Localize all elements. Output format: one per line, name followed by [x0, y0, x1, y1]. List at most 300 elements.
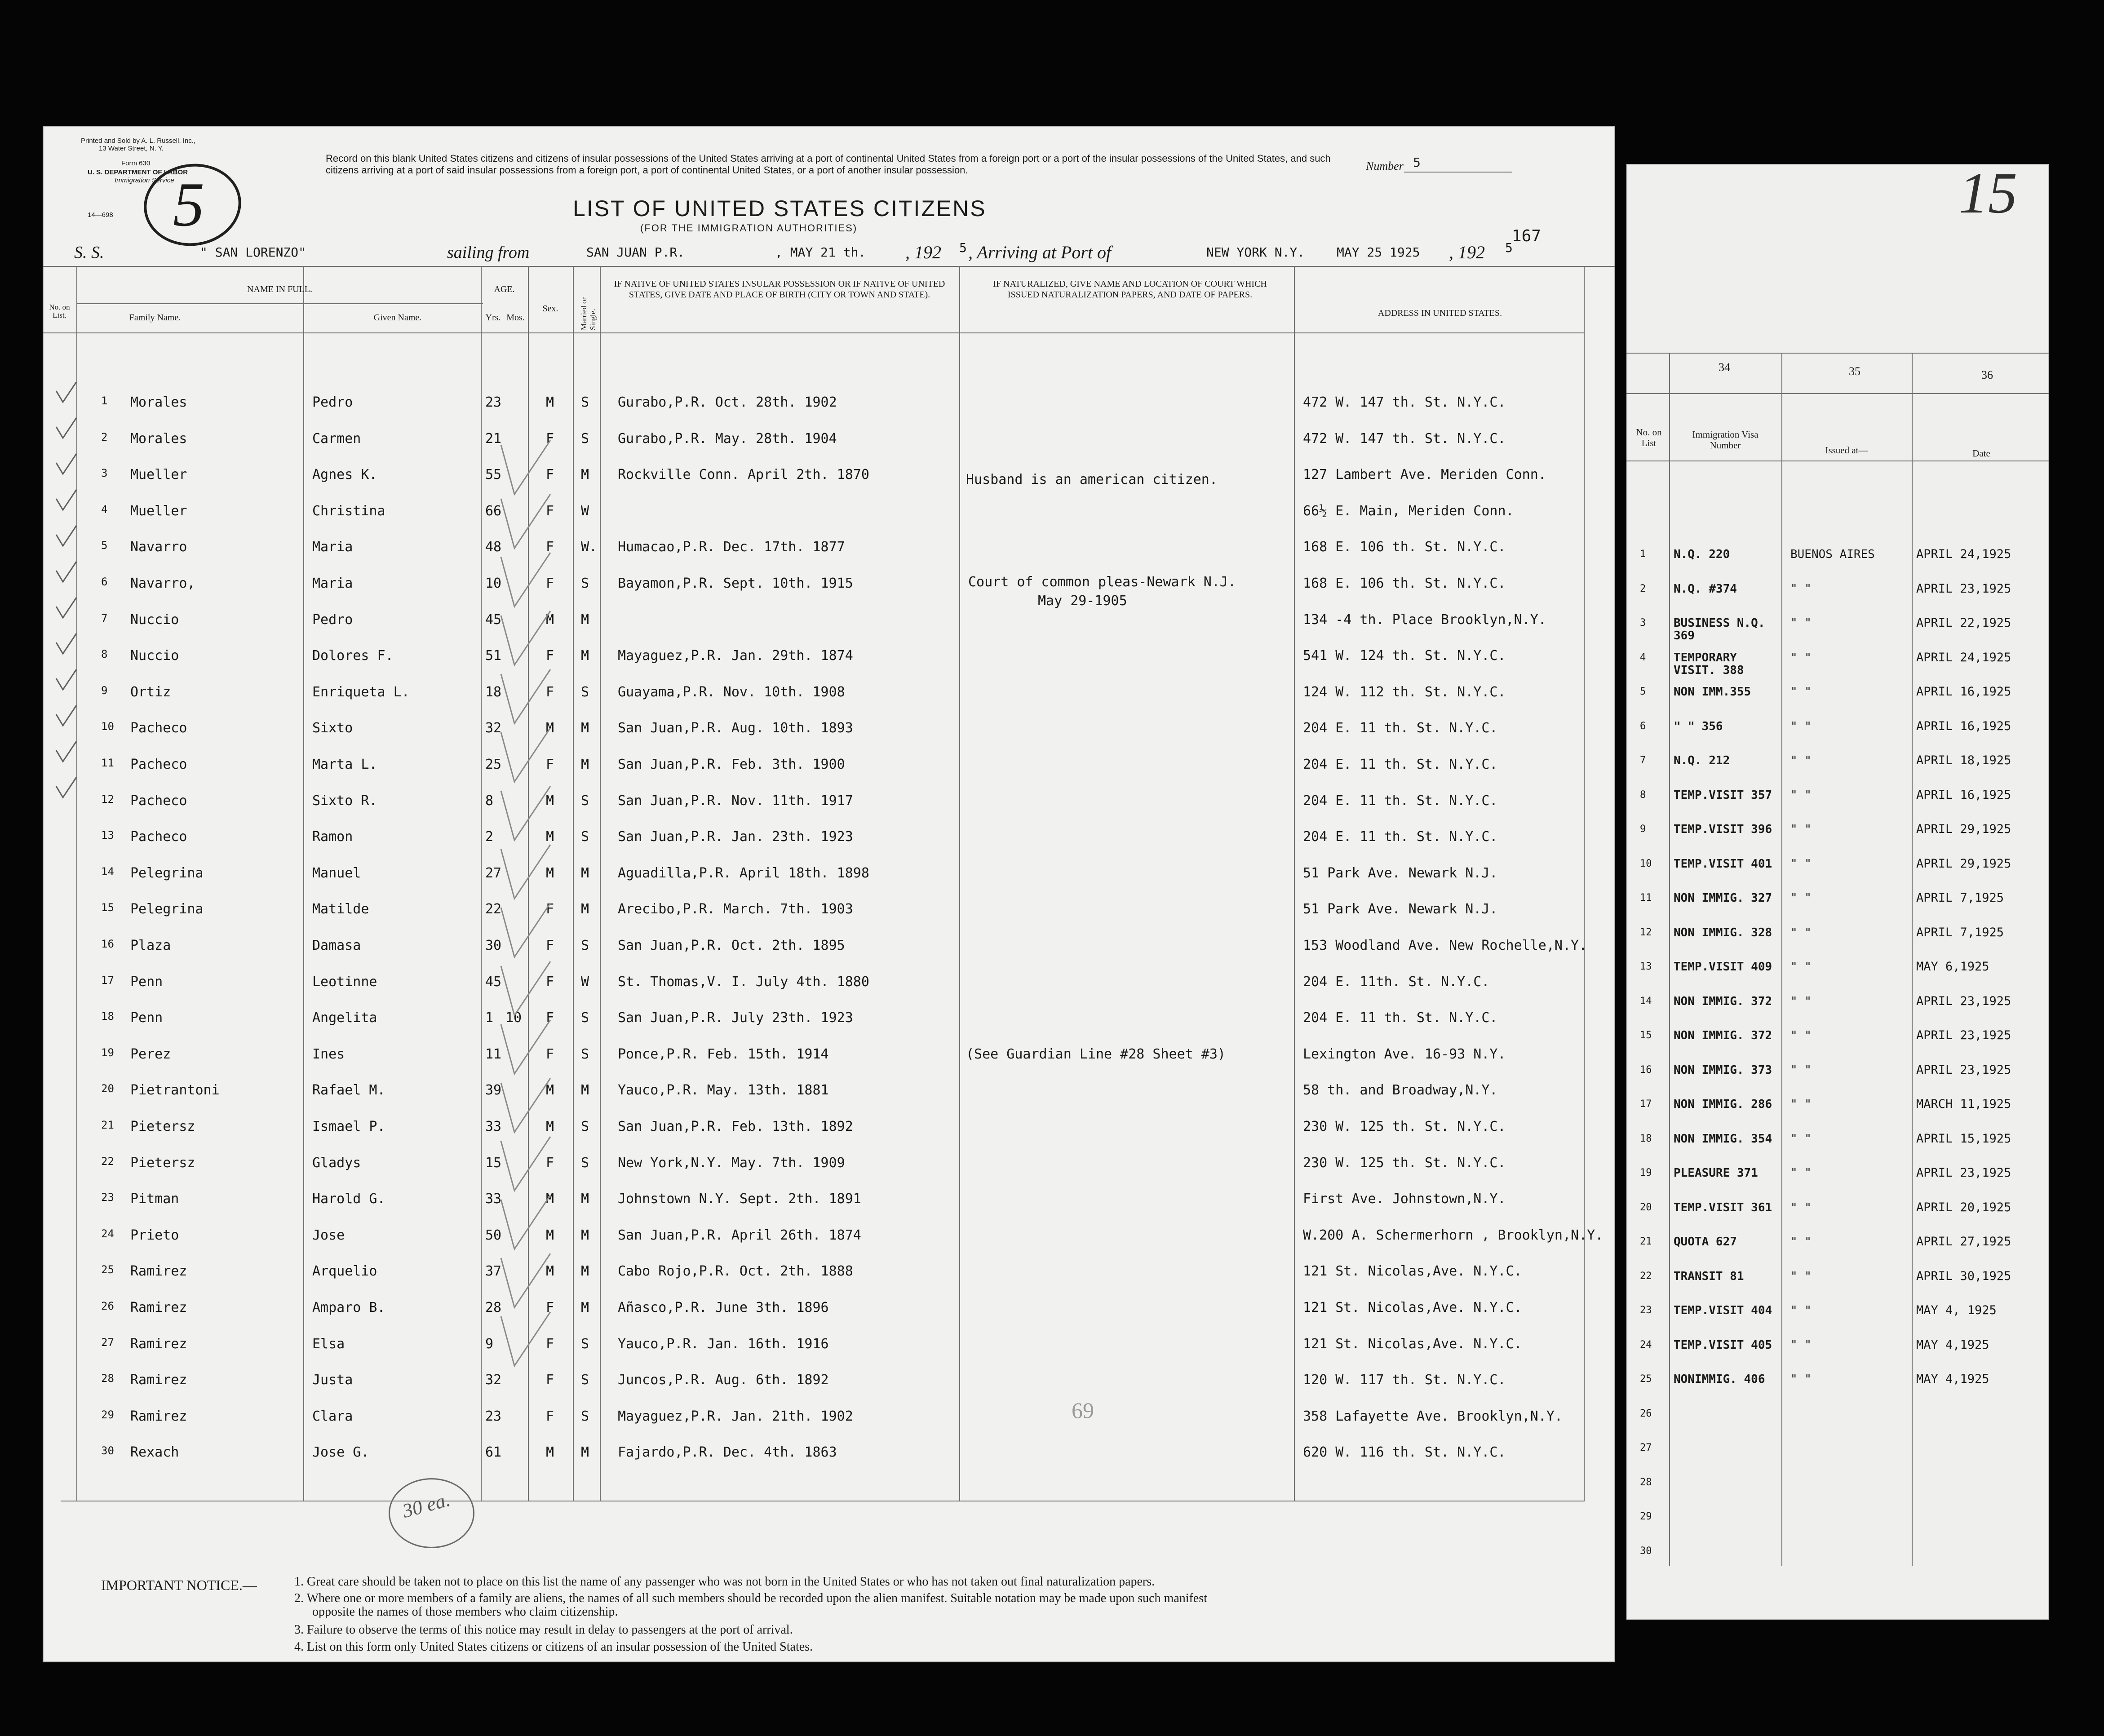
age-years: 18 — [485, 684, 502, 700]
sex: F — [546, 503, 554, 519]
age-years: 22 — [485, 901, 502, 917]
birth-place-date: Bayamon,P.R. Sept. 10th. 1915 — [618, 576, 853, 591]
naturalization-note-court: Court of common pleas-Newark N.J. — [968, 574, 1236, 590]
sex: M — [546, 1119, 554, 1134]
family-name: Pacheco — [130, 720, 187, 736]
visa-number: TEMP.VISIT 404 — [1674, 1304, 1772, 1317]
col-line-nat — [959, 266, 960, 1501]
marital-status: S — [581, 1372, 589, 1388]
sex: F — [546, 1155, 554, 1171]
birth-place-date: Guayama,P.R. Nov. 10th. 1908 — [618, 684, 845, 700]
given-name: Dolores F. — [312, 648, 394, 664]
page-number: 167 — [1512, 227, 1541, 245]
age-years: 33 — [485, 1191, 502, 1207]
sex: F — [546, 539, 554, 555]
row-number: 9 — [101, 684, 108, 697]
sex: F — [546, 648, 554, 664]
sex: F — [546, 757, 554, 772]
col-line-end — [1584, 266, 1585, 1501]
visa-number: TEMP.VISIT 361 — [1674, 1201, 1772, 1214]
marital-status: M — [581, 865, 589, 881]
visa-row-number: 19 — [1640, 1167, 1652, 1178]
visa-issued-at: " " — [1790, 788, 1812, 802]
given-name: Jose G. — [312, 1444, 369, 1461]
voyage-underline — [43, 266, 1615, 267]
sex: M — [546, 1082, 554, 1098]
age-years: 8 — [485, 793, 494, 809]
visa-issued-at: BUENOS AIRES — [1790, 548, 1875, 561]
birth-place-date: Gurabo,P.R. May. 28th. 1904 — [618, 430, 837, 447]
family-name: Penn — [130, 1010, 163, 1026]
marital-status: S — [581, 829, 589, 845]
sex: F — [546, 684, 554, 700]
side-header-visa: Immigration Visa Number — [1692, 429, 1759, 451]
row-number: 15 — [101, 901, 114, 914]
row-number: 20 — [101, 1082, 114, 1095]
row-number: 26 — [101, 1300, 114, 1312]
naturalization-note-husband: Husband is an american citizen. — [966, 472, 1218, 487]
row-number: 23 — [101, 1191, 114, 1204]
visa-row-number: 8 — [1640, 789, 1646, 801]
row-number: 19 — [101, 1046, 114, 1059]
visa-number: TEMPORARY VISIT. 388 — [1674, 651, 1744, 677]
visa-number: NON IMMIG. 328 — [1674, 926, 1772, 939]
visa-issued-at: " " — [1790, 1029, 1812, 1042]
header-age: AGE. — [494, 284, 515, 294]
visa-row-number: 1 — [1640, 549, 1646, 560]
family-name: Pelegrina — [130, 865, 204, 881]
side-header-issued: Issued at— — [1825, 445, 1868, 456]
form-number: Form 630 — [121, 159, 151, 167]
age-years: 33 — [485, 1119, 502, 1134]
row-number: 11 — [101, 757, 114, 769]
us-address: W.200 A. Schermerhorn , Brooklyn,N.Y. — [1303, 1227, 1603, 1243]
given-name: Jose — [312, 1227, 345, 1243]
printer-line-2: 13 Water Street, N. Y. — [99, 145, 164, 152]
visa-issued-at: " " — [1790, 1270, 1812, 1283]
given-name: Ines — [312, 1046, 345, 1062]
family-name: Rexach — [130, 1444, 179, 1461]
us-address: Lexington Ave. 16-93 N.Y. — [1303, 1046, 1506, 1062]
marital-status: S — [581, 1408, 589, 1424]
visa-date: APRIL 16,1925 — [1916, 720, 2011, 733]
given-name: Sixto R. — [312, 793, 377, 809]
birth-place-date: Gurabo,P.R. Oct. 28th. 1902 — [618, 394, 837, 410]
visa-date: APRIL 29,1925 — [1916, 857, 2011, 870]
given-name: Carmen — [312, 430, 361, 447]
family-name: Ramirez — [130, 1372, 187, 1388]
family-name: Pietrantoni — [130, 1082, 220, 1098]
row-number: 22 — [101, 1155, 114, 1168]
visa-row-number: 27 — [1640, 1442, 1652, 1453]
visa-date: MAY 4, 1925 — [1916, 1304, 1997, 1317]
sailing-from-label: sailing from — [447, 243, 530, 262]
visa-issued-at: " " — [1790, 961, 1812, 973]
us-address: 134 -4 th. Place Brooklyn,N.Y. — [1303, 611, 1546, 628]
age-years: 25 — [485, 757, 502, 772]
visa-row-number: 12 — [1640, 926, 1652, 938]
header-years: Yrs. — [485, 313, 501, 323]
age-years: 28 — [485, 1300, 502, 1315]
ss-label: S. S. — [74, 243, 104, 262]
visa-date: APRIL 15,1925 — [1916, 1132, 2011, 1145]
visa-row-number: 9 — [1640, 824, 1646, 835]
number-underline — [1404, 172, 1512, 173]
row-number: 25 — [101, 1263, 114, 1276]
side-colnum-rule — [1626, 393, 2049, 394]
age-years: 50 — [485, 1227, 502, 1243]
birth-place-date: Cabo Rojo,P.R. Oct. 2th. 1888 — [618, 1263, 853, 1280]
given-name: Gladys — [312, 1155, 361, 1171]
visa-issued-at: " " — [1790, 1098, 1812, 1111]
birth-place-date: Fajardo,P.R. Dec. 4th. 1863 — [618, 1444, 837, 1461]
notice-item-4: 4. List on this form only United States citizens or citizens of an insular possession of the United States. — [294, 1640, 813, 1654]
visa-date: MAY 4,1925 — [1916, 1338, 1989, 1351]
us-address: 124 W. 112 th. St. N.Y.C. — [1303, 684, 1506, 700]
given-name: Elsa — [312, 1336, 345, 1352]
age-years: 1 — [485, 1010, 494, 1026]
age-years: 15 — [485, 1155, 502, 1171]
arrival-date: MAY 25 1925 — [1337, 245, 1420, 260]
sex: M — [546, 829, 554, 845]
given-name: Enriqueta L. — [312, 684, 410, 700]
visa-number: N.Q. #374 — [1674, 582, 1737, 595]
visa-number: TEMP.VISIT 409 — [1674, 961, 1772, 973]
arrival-port: NEW YORK N.Y. — [1206, 245, 1305, 260]
service-label: Immigration Service — [115, 177, 174, 184]
visa-issued-at: " " — [1790, 1201, 1812, 1214]
row-number: 28 — [101, 1372, 114, 1385]
family-name: Mueller — [130, 503, 187, 519]
family-name: Nuccio — [130, 611, 179, 628]
visa-issued-at: " " — [1790, 617, 1812, 629]
us-address: 358 Lafayette Ave. Brooklyn,N.Y. — [1303, 1408, 1563, 1424]
visa-issued-at: " " — [1790, 995, 1812, 1008]
notice-item-2: 2. Where one or more members of a family are aliens, the names of all such members should be recorded upon the alien manifest. Suitable notation may be made upon such manifest — [294, 1591, 1207, 1605]
family-name: Pitman — [130, 1191, 179, 1207]
side-col-line-2 — [1781, 353, 1782, 1566]
visa-number: NON IMM.355 — [1674, 686, 1751, 698]
visa-number: BUSINESS N.Q. 369 — [1674, 617, 1765, 642]
marital-status: M — [581, 1263, 589, 1280]
us-address: 153 Woodland Ave. New Rochelle,N.Y. — [1303, 938, 1587, 953]
family-name: Pacheco — [130, 829, 187, 845]
age-years: 10 — [485, 576, 502, 591]
visa-row-number: 6 — [1640, 720, 1646, 732]
birth-place-date: Mayaguez,P.R. Jan. 29th. 1874 — [618, 648, 853, 664]
marital-status: M — [581, 1191, 589, 1207]
marital-status: S — [581, 1119, 589, 1134]
given-name: Ramon — [312, 829, 353, 845]
birth-place-date: Yauco,P.R. May. 13th. 1881 — [618, 1082, 829, 1098]
marital-status: S — [581, 1336, 589, 1352]
row-number: 24 — [101, 1227, 114, 1240]
given-name: Sixto — [312, 720, 353, 736]
age-years: 32 — [485, 1372, 502, 1388]
visa-number: N.Q. 220 — [1674, 548, 1730, 561]
visa-issued-at: " " — [1790, 1236, 1812, 1248]
visa-issued-at: " " — [1790, 1373, 1812, 1386]
row-number: 21 — [101, 1119, 114, 1131]
instructions: Record on this blank United States citizens and citizens of insular possessions of the United States arriving at a port of continental United States from a foreign port or a port of the insular possessions of the United States, and such citizens arriving at a port of said insular possessions from a foreign port, a port of continental United States, or a port of another insular possession. — [326, 153, 1331, 176]
sex: M — [546, 1191, 554, 1207]
visa-row-number: 17 — [1640, 1098, 1652, 1110]
family-name: Ramirez — [130, 1336, 187, 1352]
age-years: 9 — [485, 1336, 494, 1352]
age-years: 23 — [485, 1408, 502, 1424]
family-name: Pietersz — [130, 1155, 195, 1171]
visa-row-number: 30 — [1640, 1545, 1652, 1557]
family-name: Nuccio — [130, 648, 179, 664]
sex: F — [546, 576, 554, 591]
header-address: ADDRESS IN UNITED STATES. — [1378, 308, 1502, 318]
family-name: Morales — [130, 394, 187, 410]
family-name: Perez — [130, 1046, 171, 1062]
manifest-sheet — [43, 126, 1615, 1662]
sex: F — [546, 1010, 554, 1026]
birth-place-date: San Juan,P.R. July 23th. 1923 — [618, 1010, 853, 1026]
visa-row-number: 21 — [1640, 1236, 1652, 1247]
visa-issued-at: " " — [1790, 926, 1812, 939]
given-name: Justa — [312, 1372, 353, 1388]
marital-status: M — [581, 1300, 589, 1315]
page-title: LIST OF UNITED STATES CITIZENS — [573, 196, 987, 221]
marital-status: M — [581, 648, 589, 664]
departure-date: , MAY 21 th. — [775, 245, 866, 260]
handwritten-tally: 69 — [1072, 1398, 1094, 1423]
marital-status: M — [581, 611, 589, 628]
visa-issued-at: " " — [1790, 1338, 1812, 1351]
row-number: 13 — [101, 829, 114, 842]
birth-place-date: Humacao,P.R. Dec. 17th. 1877 — [618, 539, 845, 555]
marital-status: M — [581, 901, 589, 917]
visa-date: APRIL 27,1925 — [1916, 1236, 2011, 1248]
age-years: 51 — [485, 648, 502, 664]
arrival-year-suffix: 5 — [1505, 240, 1513, 255]
name-header-rule — [76, 303, 483, 304]
visa-row-number: 16 — [1640, 1064, 1652, 1076]
sex: F — [546, 1408, 554, 1424]
birth-place-date: St. Thomas,V. I. July 4th. 1880 — [618, 974, 869, 990]
age-years: 30 — [485, 938, 502, 953]
visa-row-number: 11 — [1640, 892, 1652, 903]
row-number: 29 — [101, 1408, 114, 1421]
marital-status: M — [581, 1082, 589, 1098]
birth-place-date: San Juan,P.R. Jan. 23th. 1923 — [618, 829, 853, 845]
us-address: 168 E. 106 th. St. N.Y.C. — [1303, 576, 1506, 591]
ship-name: " SAN LORENZO" — [200, 245, 306, 260]
us-address: 230 W. 125 th. St. N.Y.C. — [1303, 1119, 1506, 1134]
page-subtitle: (FOR THE IMMIGRATION AUTHORITIES) — [640, 222, 858, 234]
age-years: 32 — [485, 720, 502, 736]
birth-place-date: San Juan,P.R. April 26th. 1874 — [618, 1227, 861, 1243]
us-address: 51 Park Ave. Newark N.J. — [1303, 901, 1498, 917]
given-name: Marta L. — [312, 757, 377, 772]
arriving-label: , Arriving at Port of — [968, 242, 1112, 262]
age-years: 66 — [485, 503, 502, 519]
header-no-on-list: No. on List. — [49, 303, 70, 319]
birth-place-date: San Juan,P.R. Feb. 13th. 1892 — [618, 1119, 853, 1134]
visa-number: TRANSIT 81 — [1674, 1270, 1744, 1283]
family-name: Ramirez — [130, 1300, 187, 1315]
given-name: Pedro — [312, 394, 353, 410]
row-number: 27 — [101, 1336, 114, 1349]
side-page-number: 15 — [1959, 161, 2017, 226]
marital-status: S — [581, 938, 589, 953]
row-number: 16 — [101, 938, 114, 950]
us-address: 120 W. 117 th. St. N.Y.C. — [1303, 1372, 1506, 1388]
visa-row-number: 25 — [1640, 1373, 1652, 1385]
side-col-line-1 — [1669, 353, 1670, 1566]
family-name: Ortiz — [130, 684, 171, 700]
visa-date: APRIL 7,1925 — [1916, 892, 2004, 904]
given-name: Rafael M. — [312, 1082, 385, 1098]
form-code: 14—698 — [88, 211, 113, 219]
visa-date: MARCH 11,1925 — [1916, 1098, 2011, 1111]
notice-item-3: 3. Failure to observe the terms of this notice may result in delay to passengers at the port of arrival. — [294, 1623, 793, 1637]
given-name: Arquelio — [312, 1263, 377, 1280]
us-address: 472 W. 147 th. St. N.Y.C. — [1303, 394, 1506, 410]
family-name: Plaza — [130, 938, 171, 953]
visa-row-number: 2 — [1640, 583, 1646, 594]
age-years: 23 — [485, 394, 502, 410]
naturalization-note-date: May 29-1905 — [1038, 593, 1127, 609]
visa-number: NON IMMIG. 327 — [1674, 892, 1772, 904]
given-name: Christina — [312, 503, 385, 519]
given-name: Agnes K. — [312, 467, 377, 483]
visa-number: NON IMMIG. 372 — [1674, 1029, 1772, 1042]
header-family-name: Family Name. — [129, 313, 181, 323]
visa-date: APRIL 7,1925 — [1916, 926, 2004, 939]
family-name: Prieto — [130, 1227, 179, 1243]
printer-line-1: Printed and Sold by A. L. Russell, Inc., — [81, 137, 196, 145]
row-number: 14 — [101, 865, 114, 878]
visa-date: APRIL 23,1925 — [1916, 995, 2011, 1008]
given-name: Maria — [312, 576, 353, 591]
sex: M — [546, 1444, 554, 1461]
visa-date: APRIL 20,1925 — [1916, 1201, 2011, 1214]
visa-date: APRIL 29,1925 — [1916, 823, 2011, 836]
visa-date: APRIL 18,1925 — [1916, 754, 2011, 767]
visa-date: APRIL 24,1925 — [1916, 548, 2011, 561]
us-address: 121 St. Nicolas,Ave. N.Y.C. — [1303, 1336, 1522, 1352]
visa-date: APRIL 30,1925 — [1916, 1270, 2011, 1283]
visa-date: APRIL 23,1925 — [1916, 582, 2011, 595]
header-naturalized: IF NATURALIZED, GIVE NAME AND LOCATION OF COURT WHICH ISSUED NATURALIZATION PAPERS, AND DATE OF PAPERS. — [993, 279, 1267, 300]
marital-status: M — [581, 467, 589, 483]
us-address: 204 E. 11 th. St. N.Y.C. — [1303, 829, 1498, 845]
visa-date: APRIL 23,1925 — [1916, 1029, 2011, 1042]
visa-date: APRIL 23,1925 — [1916, 1167, 2011, 1179]
age-years: 45 — [485, 974, 502, 990]
birth-place-date: San Juan,P.R. Aug. 10th. 1893 — [618, 720, 853, 736]
sex: F — [546, 901, 554, 917]
row-number: 12 — [101, 793, 114, 806]
left-margin-ticks — [43, 382, 92, 1505]
side-header-date: Date — [1972, 448, 1990, 459]
marital-status: M — [581, 1227, 589, 1243]
us-address: 204 E. 11 th. St. N.Y.C. — [1303, 793, 1498, 809]
age-years: 2 — [485, 829, 494, 845]
visa-row-number: 13 — [1640, 961, 1652, 972]
given-name: Maria — [312, 539, 353, 555]
age-years: 11 — [485, 1046, 502, 1062]
visa-date: APRIL 23,1925 — [1916, 1063, 2011, 1076]
visa-issued-at: " " — [1790, 720, 1812, 733]
family-name: Ramirez — [130, 1408, 187, 1424]
family-name: Navarro — [130, 539, 187, 555]
family-name: Ramirez — [130, 1263, 187, 1280]
us-address: 168 E. 106 th. St. N.Y.C. — [1303, 539, 1506, 555]
visa-date: MAY 6,1925 — [1916, 961, 1989, 973]
given-name: Matilde — [312, 901, 369, 917]
side-col-number-36: 36 — [1981, 368, 1993, 381]
age-years: 37 — [485, 1263, 502, 1280]
sex: F — [546, 1300, 554, 1315]
birth-place-date: Rockville Conn. April 2th. 1870 — [618, 467, 869, 483]
given-name: Clara — [312, 1408, 353, 1424]
visa-row-number: 24 — [1640, 1339, 1652, 1351]
header-sex: Sex. — [542, 304, 558, 314]
sex: M — [546, 394, 554, 410]
side-col-number-34: 34 — [1719, 361, 1730, 374]
visa-number: NON IMMIG. 286 — [1674, 1098, 1772, 1111]
visa-issued-at: " " — [1790, 1132, 1812, 1145]
visa-number: N.Q. 212 — [1674, 754, 1730, 767]
row-number: 5 — [101, 539, 108, 552]
visa-number: TEMP.VISIT 405 — [1674, 1338, 1772, 1351]
us-address: 230 W. 125 th. St. N.Y.C. — [1303, 1155, 1506, 1171]
sex: M — [546, 865, 554, 881]
visa-row-number: 5 — [1640, 686, 1646, 697]
given-name: Leotinne — [312, 974, 377, 990]
col-line-address — [1294, 266, 1295, 1501]
sex: F — [546, 1046, 554, 1062]
us-address: 204 E. 11 th. St. N.Y.C. — [1303, 757, 1498, 772]
visa-row-number: 3 — [1640, 617, 1646, 629]
header-months: Mos. — [506, 313, 525, 323]
us-address: First Ave. Johnstown,N.Y. — [1303, 1191, 1506, 1207]
sex: F — [546, 938, 554, 953]
marital-status: S — [581, 430, 589, 447]
header-given-name: Given Name. — [373, 313, 422, 323]
side-header-no: No. on List — [1636, 427, 1662, 448]
visa-continuation-sheet — [1626, 161, 2049, 1620]
us-address: 204 E. 11 th. St. N.Y.C. — [1303, 720, 1498, 736]
visa-issued-at: " " — [1790, 892, 1812, 904]
row-number: 18 — [101, 1010, 114, 1023]
birth-place-date: Yauco,P.R. Jan. 16th. 1916 — [618, 1336, 829, 1352]
visa-date: APRIL 16,1925 — [1916, 686, 2011, 698]
us-address: 472 W. 147 th. St. N.Y.C. — [1303, 430, 1506, 447]
birth-place-date: San Juan,P.R. Feb. 3th. 1900 — [618, 757, 845, 772]
sex: F — [546, 1372, 554, 1388]
age-years: 21 — [485, 430, 502, 447]
row-number: 7 — [101, 611, 108, 624]
header-name-in-full: NAME IN FULL. — [247, 284, 312, 294]
arrival-year: , 192 — [1449, 242, 1485, 262]
visa-row-number: 15 — [1640, 1030, 1652, 1041]
given-name: Pedro — [312, 611, 353, 628]
us-address: 121 St. Nicolas,Ave. N.Y.C. — [1303, 1263, 1522, 1280]
us-address: 121 St. Nicolas,Ave. N.Y.C. — [1303, 1300, 1522, 1315]
given-name: Ismael P. — [312, 1119, 385, 1134]
marital-status: S — [581, 684, 589, 700]
birth-place-date: Ponce,P.R. Feb. 15th. 1914 — [618, 1046, 829, 1062]
visa-row-number: 20 — [1640, 1201, 1652, 1213]
family-name: Pacheco — [130, 793, 187, 809]
notice-item-2-cont: opposite the names of those members who claim citizenship. — [312, 1605, 618, 1619]
